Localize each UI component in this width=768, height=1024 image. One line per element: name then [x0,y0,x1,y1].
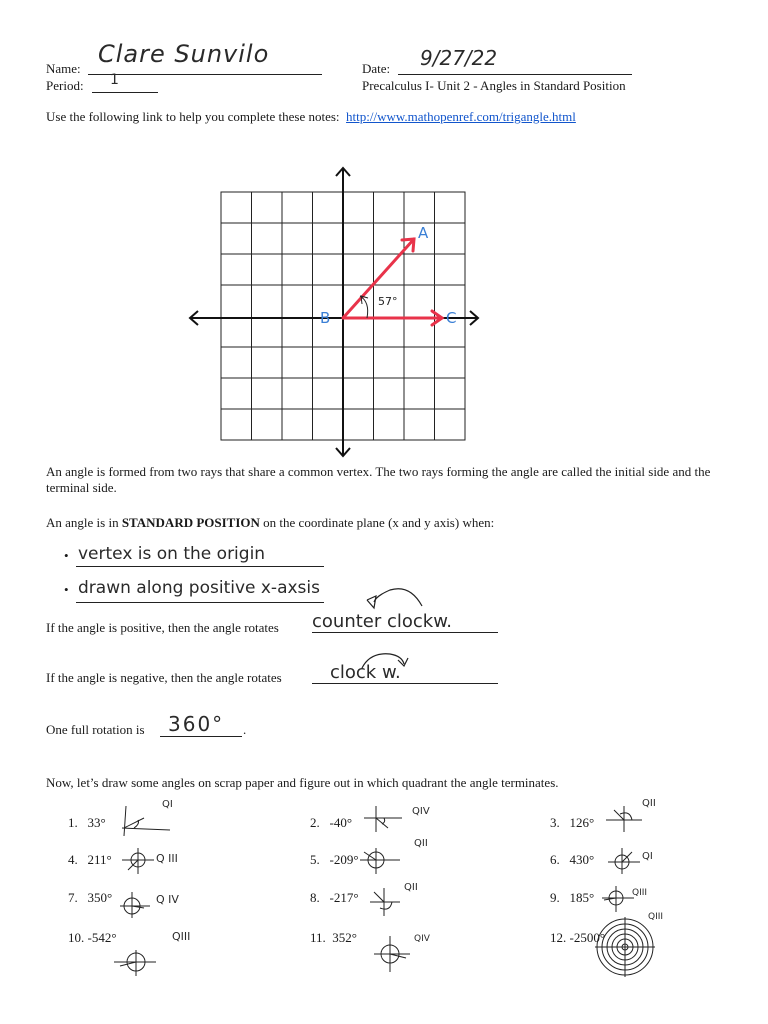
definition-paragraph: An angle is formed from two rays that share a common vertex. The two rays forming the angle are called the initial side and the terminal side. [46,464,711,495]
name-value[interactable]: Clare Sunvilo [98,40,270,68]
exercise-angle: 430° [569,852,595,867]
period-label: Period: [46,78,84,93]
point-a-label: A [418,224,429,242]
full-rotation-answer[interactable]: 360° [168,712,225,736]
exercise-10-sketch [112,948,158,978]
exercise-number: 4. [68,852,78,867]
course-title: Precalculus I- Unit 2 - Angles in Standard Position [362,78,626,93]
exercise-9-quadrant[interactable]: QIII [632,888,648,898]
angle-rays [343,239,442,325]
exercise-7-quadrant[interactable]: Q IV [156,893,179,906]
full-rotation-prompt: One full rotation is [46,722,145,737]
exercise-10 [68,930,117,946]
exercise-angle: -2500° [569,930,606,945]
exercise-11-sketch [372,934,412,974]
exercise-5 [310,852,359,868]
date-value[interactable]: 9/27/22 [420,46,498,70]
exercise-instruction: Now, let’s draw some angles on scrap paper and figure out in which quadrant the angle terminates. [46,775,559,790]
exercise-angle: -542° [87,930,117,945]
exercise-9-sketch [600,884,636,914]
exercise-12-sketch [594,916,656,978]
exercise-number: 8. [310,890,320,905]
exercise-number: 3. [550,815,560,830]
exercise-number: 12. [550,930,567,945]
bullet-2-answer[interactable]: drawn along positive x-axsis [78,578,320,598]
exercise-5-sketch [358,846,402,876]
exercise-8 [310,890,359,906]
counterclockwise-sketch [362,582,432,612]
period-underline [92,78,158,93]
exercise-number: 5. [310,852,320,867]
exercise-6-sketch [606,846,642,876]
point-b-label: B [320,309,331,327]
exercise-6 [550,852,594,868]
bullet-1-answer[interactable]: vertex is on the origin [78,544,266,564]
exercise-angle: 126° [569,815,595,830]
exercise-8-quadrant[interactable]: QII [404,882,418,893]
exercise-7 [68,890,112,906]
exercise-angle: -209° [329,852,359,867]
intro-sentence: Use the following link to help you complete these notes: [46,109,340,124]
exercise-2-sketch [362,804,406,834]
exercise-angle: 350° [87,890,113,905]
exercise-3-sketch [604,804,644,834]
exercise-number: 11. [310,930,326,945]
mathopenref-link[interactable]: http://www.mathopenref.com/trigangle.html [346,109,576,124]
exercise-4 [68,852,112,868]
date-label: Date: [362,61,391,76]
negative-answer[interactable]: clock w. [330,662,401,683]
angle-measure-label: 57° [378,295,398,308]
intro-text [46,109,576,125]
exercise-2 [310,815,352,831]
exercise-2-quadrant[interactable]: QIV [412,806,430,817]
positive-prompt: If the angle is positive, then the angle rotates [46,620,279,635]
exercise-5-quadrant[interactable]: QII [414,838,428,849]
exercise-angle: 185° [569,890,595,905]
positive-answer[interactable]: counter clockw. [312,611,453,632]
exercise-angle: -40° [329,815,353,830]
exercise-number: 6. [550,852,560,867]
exercise-4-sketch [120,846,156,876]
period-value[interactable]: 1 [110,72,119,88]
exercise-12-quadrant[interactable]: QIII [648,912,664,922]
exercise-angle: 33° [87,815,106,830]
exercise-angle: 211° [87,852,112,867]
exercise-angle: -217° [329,890,359,905]
coordinate-grid-diagram [180,160,490,460]
full-rotation-period: . [243,722,247,737]
exercise-angle: 352° [332,930,357,945]
name-label: Name: [46,61,81,76]
exercise-7-sketch [118,890,152,920]
exercise-number: 2. [310,815,320,830]
exercise-8-sketch [368,886,402,918]
exercise-1 [68,815,106,831]
exercise-4-quadrant[interactable]: Q III [156,852,178,865]
standard-position-sentence [46,515,494,531]
sp-bold: STANDARD POSITION [121,515,260,530]
sp-pre: An angle is in [46,515,122,530]
exercise-11 [310,930,357,946]
exercise-9 [550,890,594,906]
exercise-1-quadrant[interactable]: QI [162,799,173,810]
exercise-3 [550,815,594,831]
exercise-number: 1. [68,815,78,830]
bullet-1-dot: • [64,548,69,563]
exercise-number: 10. [68,930,85,945]
negative-prompt: If the angle is negative, then the angle rotates [46,670,282,685]
point-c-label: C [446,309,457,327]
sp-post: on the coordinate plane (x and y axis) when: [259,515,495,530]
exercise-number: 7. [68,890,78,905]
exercise-10-quadrant[interactable]: QIII [172,930,191,943]
exercise-6-quadrant[interactable]: QI [642,851,653,862]
bullet-2-dot: • [64,582,69,597]
exercise-11-quadrant[interactable]: QIV [414,934,430,944]
exercise-3-quadrant[interactable]: QII [642,798,656,809]
exercise-number: 9. [550,890,560,905]
